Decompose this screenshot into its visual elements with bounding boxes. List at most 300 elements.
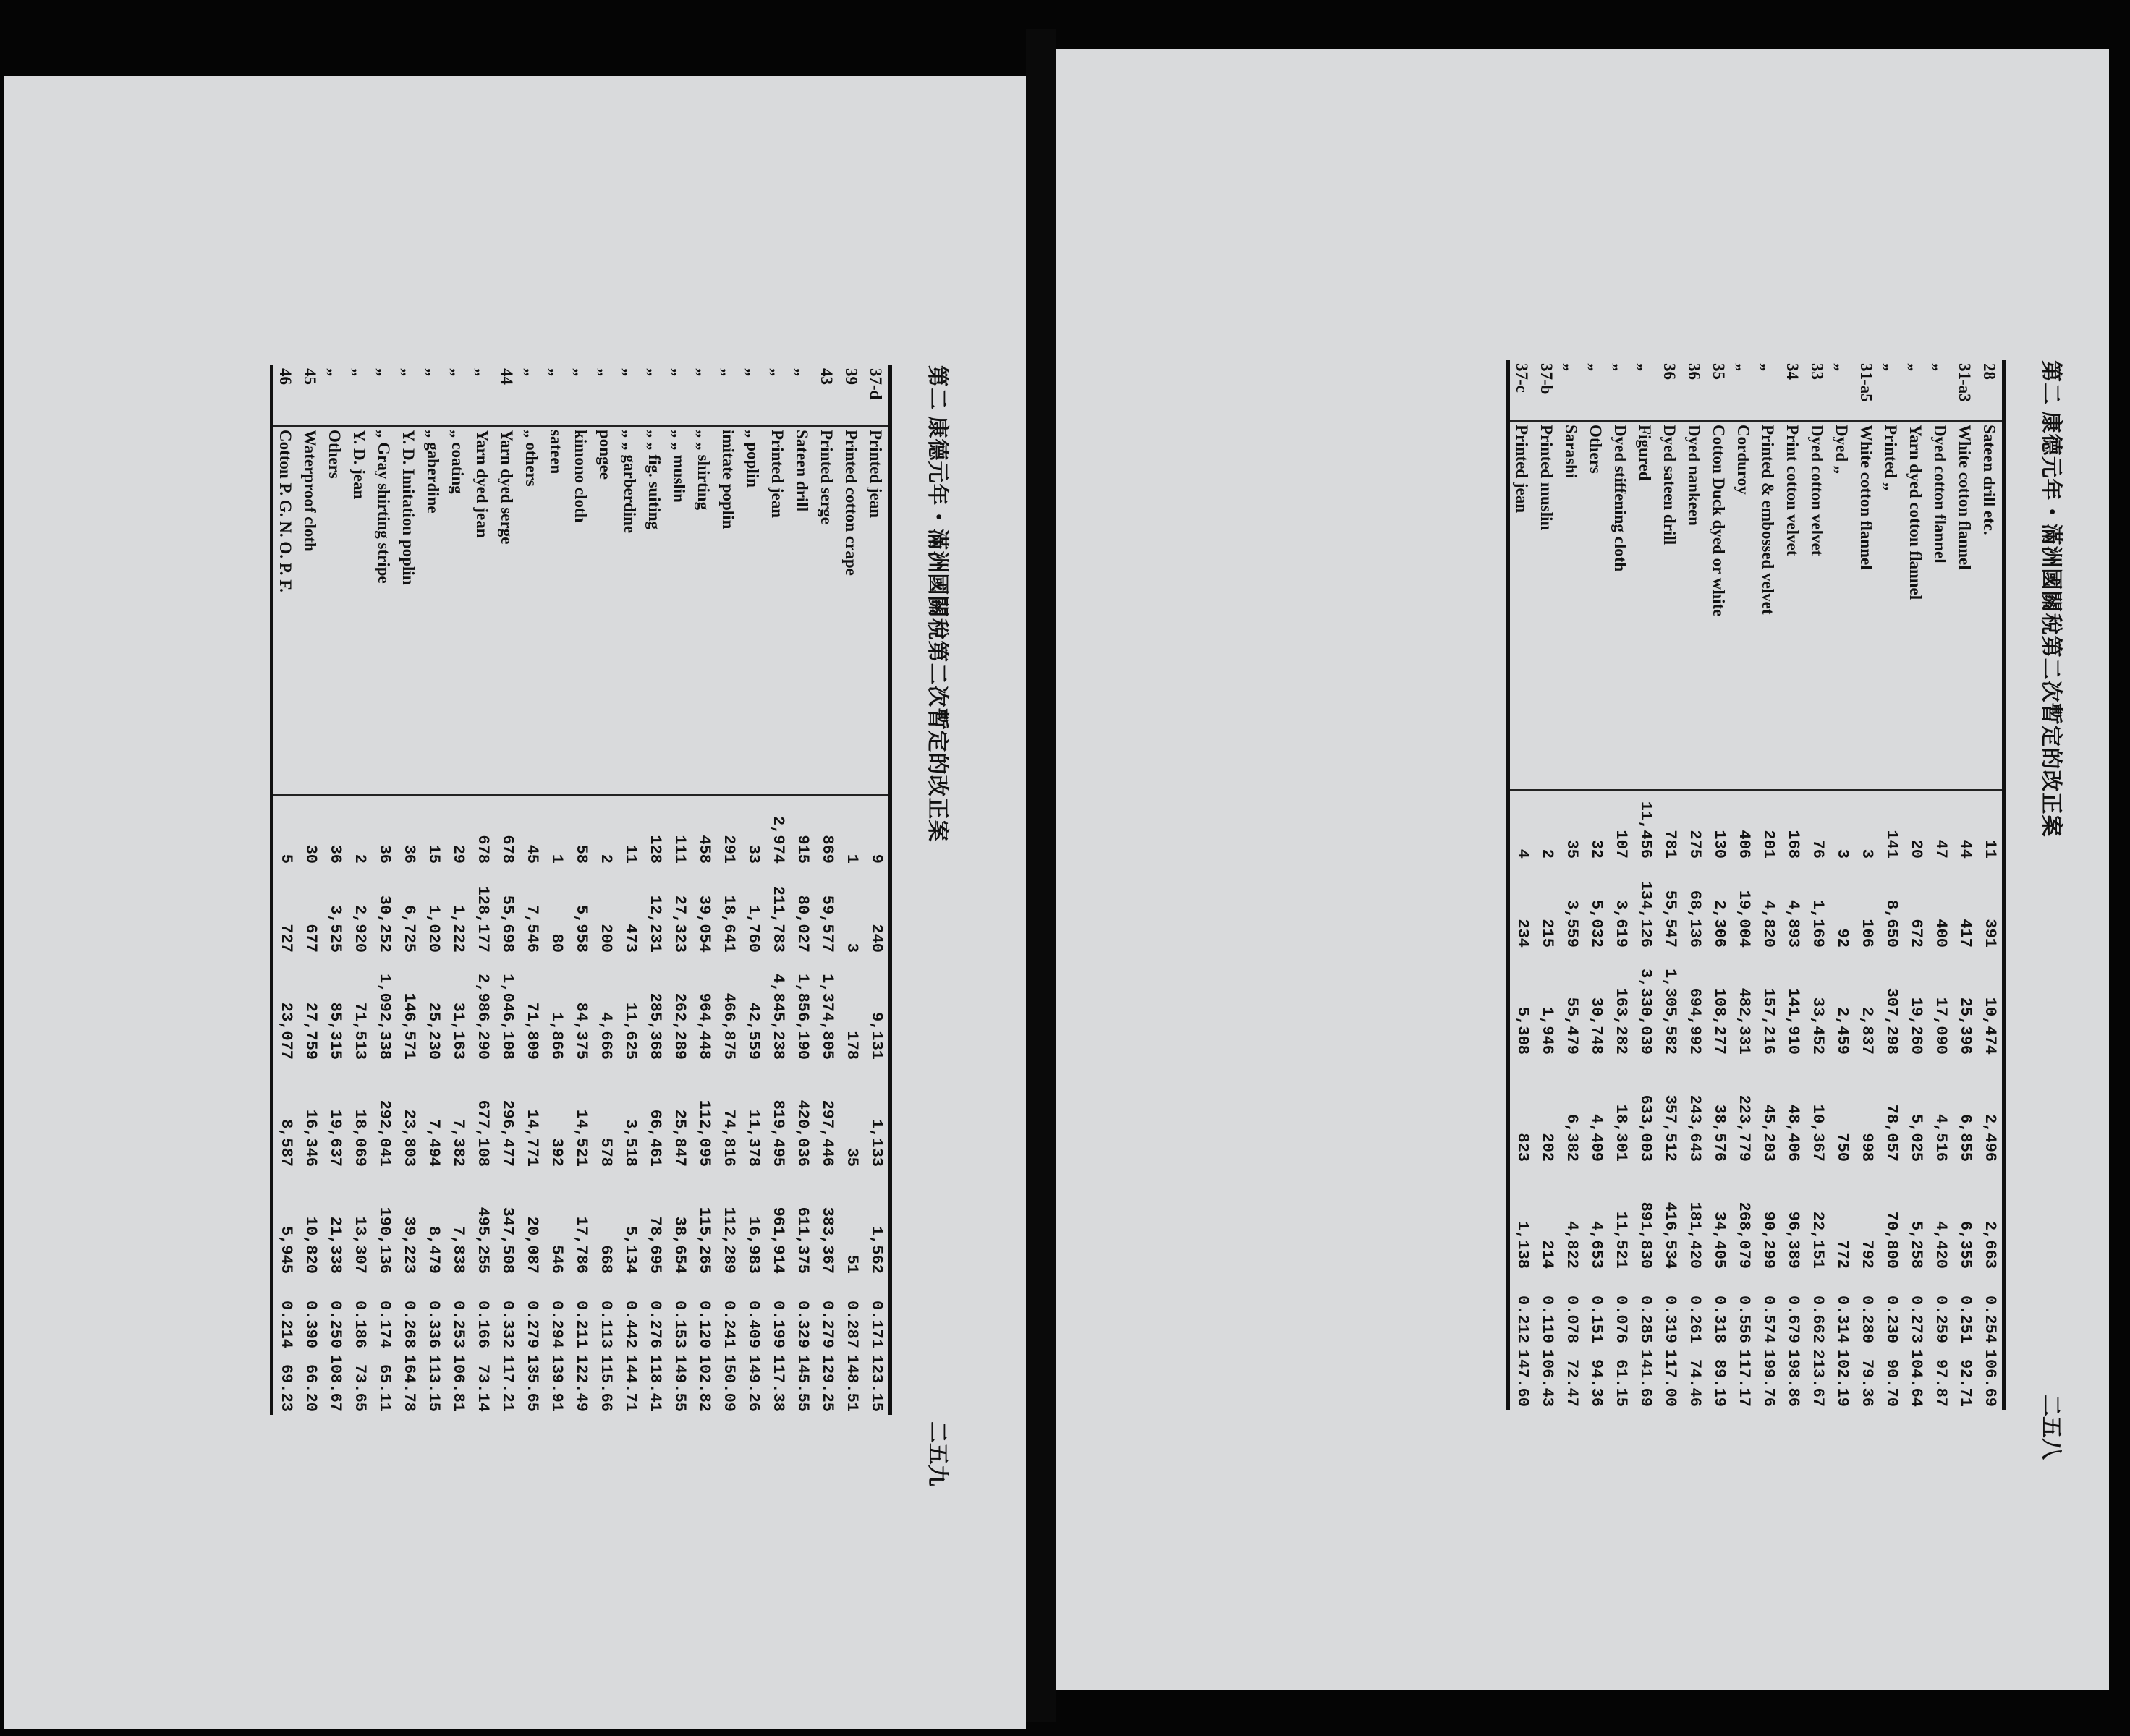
item-description: Dyed cotton velvet (1805, 421, 1830, 790)
item-code: „ (1587, 363, 1605, 372)
value-cell: 19,637 (326, 1109, 344, 1167)
value-cell: 11,521 (1612, 1211, 1630, 1269)
value-cell: 65.11 (375, 1363, 394, 1412)
value-cell: 106.43 (1538, 1349, 1556, 1407)
value-cell: 0.230 (1883, 1295, 1901, 1343)
value-cell: 4,666 (597, 1011, 615, 1060)
item-code: 44 (498, 368, 517, 385)
value-cell: 74,816 (720, 1109, 738, 1167)
value-cell: 4,822 (1563, 1220, 1581, 1269)
table-row (864, 365, 891, 1415)
value-cell: 17,786 (572, 1216, 590, 1274)
item-description: Others (323, 426, 347, 795)
value-cell: 168 (1781, 790, 1805, 861)
value-cell: 234 (1514, 919, 1532, 948)
item-description: Waterproof cloth (298, 426, 323, 795)
value-cell: 2 (593, 795, 618, 867)
table-row (765, 365, 790, 1415)
item-code: 43 (818, 368, 836, 385)
value-cell: 3 (1830, 790, 1854, 861)
value-cell: 3 (1854, 790, 1879, 861)
value-cell: 0.662 (1809, 1295, 1827, 1343)
value-cell: 51 (843, 1254, 861, 1274)
item-description: Printed jean (765, 426, 790, 795)
table-row (741, 365, 765, 1415)
item-code: 39 (842, 368, 861, 385)
value-cell: 190,136 (375, 1207, 394, 1274)
item-description: „ coating (446, 426, 470, 795)
value-cell: 214 (1538, 1240, 1556, 1269)
item-code: „ (670, 368, 689, 377)
item-description: Cotton Duck dyed or white (1707, 421, 1731, 790)
value-cell: 8,587 (277, 1118, 295, 1167)
value-cell: 117.38 (769, 1354, 787, 1412)
value-cell: 97.87 (1932, 1358, 1950, 1407)
value-cell: 0.319 (1661, 1295, 1679, 1343)
value-cell: 0.287 (843, 1300, 861, 1348)
table-row (1854, 360, 1879, 1410)
item-description: sateen (544, 426, 569, 795)
table-row (519, 365, 544, 1415)
value-cell: 115.66 (597, 1354, 615, 1412)
value-cell: 19,260 (1907, 997, 1925, 1055)
value-cell: 200 (597, 924, 615, 953)
value-cell: 9,131 (867, 1011, 886, 1060)
value-cell: 164.78 (400, 1354, 418, 1412)
value-cell: 89.19 (1710, 1358, 1728, 1407)
value-cell: 58 (569, 795, 593, 867)
value-cell: 94.36 (1587, 1358, 1605, 1407)
value-cell: 1,222 (449, 904, 467, 953)
value-cell: 128,177 (474, 885, 492, 953)
table-row (1509, 360, 1535, 1410)
value-cell: 678 (495, 795, 519, 867)
item-description: Printed jean (864, 426, 891, 795)
value-cell: 27,759 (302, 1002, 320, 1060)
value-cell: 117.17 (1735, 1349, 1753, 1407)
value-cell: 546 (548, 1245, 566, 1274)
value-cell: 3,330,039 (1637, 969, 1655, 1055)
value-cell: 961,914 (769, 1207, 787, 1274)
value-cell: 0.171 (867, 1300, 886, 1348)
value-cell: 0.329 (794, 1300, 812, 1348)
value-cell: 135.65 (523, 1354, 541, 1412)
value-cell: 677 (302, 924, 320, 953)
value-cell: 32 (1584, 790, 1608, 861)
value-cell: 1,092,338 (375, 974, 394, 1060)
value-cell: 45,203 (1760, 1104, 1778, 1162)
value-cell: 466,875 (720, 992, 738, 1060)
item-code: „ (768, 368, 787, 377)
value-cell: 80 (548, 933, 566, 953)
value-cell: 285,368 (646, 992, 664, 1060)
value-cell: 823 (1514, 1133, 1532, 1162)
value-cell: 0.241 (720, 1300, 738, 1348)
value-cell: 1,760 (744, 904, 763, 953)
value-cell: 39,054 (695, 895, 713, 953)
value-cell: 2,496 (1981, 1113, 1999, 1162)
item-description: imitate poplin (716, 426, 741, 795)
value-cell: 115,265 (695, 1207, 713, 1274)
value-cell: 18,301 (1612, 1104, 1630, 1162)
value-cell: 6,855 (1956, 1113, 1974, 1162)
table-row (1608, 360, 1633, 1410)
value-cell: 7,382 (449, 1118, 467, 1167)
item-description: „ poplin (741, 426, 765, 795)
value-cell: 141 (1879, 790, 1904, 861)
value-cell: 0.279 (523, 1300, 541, 1348)
value-cell: 145.55 (794, 1354, 812, 1412)
left-page-content (153, 365, 956, 1653)
value-cell: 73.14 (474, 1363, 492, 1412)
item-description: Dyed sateen drill (1658, 421, 1682, 790)
value-cell: 78,057 (1883, 1104, 1901, 1162)
value-cell: 0.251 (1956, 1295, 1974, 1343)
value-cell: 2,459 (1833, 1006, 1851, 1055)
value-cell: 10,820 (302, 1216, 320, 1274)
value-cell: 118.41 (646, 1354, 664, 1412)
value-cell: 1,138 (1514, 1220, 1532, 1269)
value-cell: 0.409 (744, 1300, 763, 1348)
value-cell: 74.46 (1686, 1358, 1704, 1407)
value-cell: 0.318 (1710, 1295, 1728, 1343)
value-cell: 149.55 (671, 1354, 689, 1412)
item-code: „ (1562, 363, 1581, 372)
table-row (495, 365, 519, 1415)
value-cell: 473 (621, 924, 640, 953)
value-cell: 383,367 (818, 1207, 836, 1274)
value-cell: 8,479 (425, 1225, 443, 1274)
table-row (396, 365, 421, 1415)
item-description: Yarn dyed jean (470, 426, 495, 795)
value-cell: 12,231 (646, 895, 664, 953)
table-row (421, 365, 446, 1415)
item-code: 31-a3 (1956, 363, 1974, 402)
value-cell: 347,508 (498, 1207, 517, 1274)
item-code: 36 (1660, 363, 1679, 380)
value-cell: 44 (1953, 790, 1977, 861)
value-cell: 111 (667, 795, 692, 867)
item-description: Printed serge (815, 426, 839, 795)
value-cell: 25,847 (671, 1109, 689, 1167)
value-cell: 240 (867, 924, 886, 953)
value-cell: 147.60 (1514, 1349, 1532, 1407)
table-row (347, 365, 372, 1415)
value-cell: 29 (446, 795, 470, 867)
item-code: 33 (1808, 363, 1827, 380)
value-cell: 36 (372, 795, 396, 867)
value-cell: 141,910 (1784, 987, 1802, 1055)
item-description: „ others (519, 426, 544, 795)
value-cell: 0.390 (302, 1300, 320, 1348)
value-cell: 15 (421, 795, 446, 867)
value-cell: 357,512 (1661, 1094, 1679, 1162)
value-cell: 213.67 (1809, 1349, 1827, 1407)
value-cell: 4,845,238 (769, 974, 787, 1060)
value-cell: 672 (1907, 919, 1925, 948)
value-cell: 0.259 (1932, 1295, 1950, 1343)
value-cell: 11 (618, 795, 642, 867)
item-description: Dyed nankeen (1682, 421, 1707, 790)
value-cell: 163,282 (1612, 987, 1630, 1055)
table-row (790, 365, 815, 1415)
table-row (569, 365, 593, 1415)
value-cell: 68,136 (1686, 890, 1704, 948)
item-description: „ „ garberdine (618, 426, 642, 795)
value-cell: 677,108 (474, 1099, 492, 1167)
value-cell: 400 (1932, 919, 1950, 948)
value-cell: 45 (519, 795, 544, 867)
value-cell: 5,258 (1907, 1220, 1925, 1269)
value-cell: 1,946 (1538, 1006, 1556, 1055)
value-cell: 4,653 (1587, 1220, 1605, 1269)
left-page-number: 二五九 (925, 1421, 949, 1486)
table-row (323, 365, 347, 1415)
item-description: Dyed stiffening cloth (1608, 421, 1633, 790)
item-description: Cotton P. G. N. O. P. F. (272, 426, 299, 795)
table-row (839, 365, 864, 1415)
value-cell: 55,479 (1563, 997, 1581, 1055)
value-cell: 11,625 (621, 1002, 640, 1060)
value-cell: 0.120 (695, 1300, 713, 1348)
right-page (1056, 49, 2109, 1690)
value-cell: 0.110 (1538, 1295, 1556, 1343)
item-code: „ (621, 368, 640, 377)
item-description: Others (1584, 421, 1608, 790)
value-cell: 150.09 (720, 1354, 738, 1412)
item-description: kimono cloth (569, 426, 593, 795)
value-cell: 104.64 (1907, 1349, 1925, 1407)
value-cell: 35 (1559, 790, 1584, 861)
value-cell: 55,698 (498, 895, 517, 953)
item-description: White cotton flannel (1854, 421, 1879, 790)
value-cell: 0.186 (351, 1300, 369, 1348)
item-description: „ „ shirting (692, 426, 716, 795)
item-description: Corduroy (1731, 421, 1756, 790)
value-cell: 0.332 (498, 1300, 517, 1348)
table-row (446, 365, 470, 1415)
value-cell: 578 (597, 1138, 615, 1167)
value-cell: 73.65 (351, 1363, 369, 1412)
value-cell: 268,079 (1735, 1201, 1753, 1269)
item-code: 36 (1685, 363, 1704, 380)
value-cell: 1,046,108 (498, 974, 517, 1060)
value-cell: 141.69 (1637, 1349, 1655, 1407)
table-row (1977, 360, 2004, 1410)
value-cell: 964,448 (695, 992, 713, 1060)
value-cell: 4 (1509, 790, 1535, 861)
value-cell: 0.078 (1563, 1295, 1581, 1343)
value-cell: 5,958 (572, 904, 590, 953)
item-description: „ gaberdine (421, 426, 446, 795)
value-cell: 90,299 (1760, 1211, 1778, 1269)
value-cell: 11 (1977, 790, 2004, 861)
value-cell: 678 (470, 795, 495, 867)
value-cell: 202 (1538, 1133, 1556, 1162)
item-description: Dyed cotton flannel (1928, 421, 1953, 790)
item-code: „ (350, 368, 369, 377)
value-cell: 668 (597, 1245, 615, 1274)
value-cell: 0.273 (1907, 1295, 1925, 1343)
value-cell: 0.254 (1981, 1295, 1999, 1343)
value-cell: 107 (1608, 790, 1633, 861)
value-cell: 14,521 (572, 1109, 590, 1167)
value-cell: 1,866 (548, 1011, 566, 1060)
value-cell: 391 (1981, 919, 1999, 948)
value-cell: 611,375 (794, 1207, 812, 1274)
value-cell: 3,525 (326, 904, 344, 953)
value-cell: 108,277 (1710, 987, 1728, 1055)
value-cell: 80,027 (794, 895, 812, 953)
value-cell: 38,576 (1710, 1104, 1728, 1162)
value-cell: 102.82 (695, 1354, 713, 1412)
table-row (1879, 360, 1904, 1410)
value-cell: 297,446 (818, 1099, 836, 1167)
value-cell: 7,546 (523, 904, 541, 953)
value-cell: 0.285 (1637, 1295, 1655, 1343)
value-cell: 85,315 (326, 1002, 344, 1060)
item-code: 37-c (1513, 363, 1532, 393)
item-description: Printed „ (1879, 421, 1904, 790)
value-cell: 0.294 (548, 1300, 566, 1348)
value-cell: 0.280 (1858, 1295, 1876, 1343)
value-cell: 1,374,805 (818, 974, 836, 1060)
value-cell: 633,003 (1637, 1094, 1655, 1162)
value-cell: 5,134 (621, 1225, 640, 1274)
value-cell: 106.69 (1981, 1349, 1999, 1407)
value-cell: 19,004 (1735, 890, 1753, 948)
value-cell: 21,338 (326, 1216, 344, 1274)
item-description: „ Gray shirting stripe (372, 426, 396, 795)
value-cell: 10,367 (1809, 1104, 1827, 1162)
item-code: „ (399, 368, 418, 377)
value-cell: 3,619 (1612, 899, 1630, 948)
value-cell: 1,856,190 (794, 974, 812, 1060)
table-row (618, 365, 642, 1415)
table-row (692, 365, 716, 1415)
value-cell: 79.36 (1858, 1358, 1876, 1407)
value-cell: 0.113 (597, 1300, 615, 1348)
value-cell: 16,983 (744, 1216, 763, 1274)
right-page-header: 第二 康德元年・滿洲國關稅第二次暫定的改正案 (2039, 360, 2063, 838)
value-cell: 36 (323, 795, 347, 867)
value-cell: 23,077 (277, 1002, 295, 1060)
value-cell: 4,893 (1784, 899, 1802, 948)
value-cell: 33 (741, 795, 765, 867)
value-cell: 61.15 (1612, 1358, 1630, 1407)
value-cell: 106 (1858, 919, 1876, 948)
value-cell: 14,771 (523, 1109, 541, 1167)
table-row (1904, 360, 1928, 1410)
value-cell: 122.49 (572, 1354, 590, 1412)
item-code: „ (793, 368, 812, 377)
item-code: „ (547, 368, 566, 377)
item-description: Yarn dyed cotton flannel (1904, 421, 1928, 790)
value-cell: 211,783 (769, 885, 787, 953)
value-cell: 72.47 (1563, 1358, 1581, 1407)
value-cell: 0.556 (1735, 1295, 1753, 1343)
value-cell: 96,389 (1784, 1211, 1802, 1269)
value-cell: 78,695 (646, 1216, 664, 1274)
value-cell: 16,346 (302, 1109, 320, 1167)
value-cell: 71,809 (523, 1002, 541, 1060)
table-row (1953, 360, 1977, 1410)
value-cell: 772 (1833, 1240, 1851, 1269)
item-description: pongee (593, 426, 618, 795)
value-cell: 406 (1731, 790, 1756, 861)
value-cell: 1,133 (867, 1118, 886, 1167)
value-cell: 199.76 (1760, 1349, 1778, 1407)
value-cell: 157,216 (1760, 987, 1778, 1055)
item-code: 37-d (867, 368, 886, 400)
value-cell: 139.91 (548, 1354, 566, 1412)
value-cell: 420,036 (794, 1099, 812, 1167)
item-description: „ „ fig. suiting (642, 426, 667, 795)
table-row (1682, 360, 1707, 1410)
value-cell: 90.70 (1883, 1358, 1901, 1407)
item-description: Sateen drill (790, 426, 815, 795)
item-code: „ (719, 368, 738, 377)
value-cell: 4,409 (1587, 1113, 1605, 1162)
value-cell: 3,518 (621, 1118, 640, 1167)
value-cell: 84,375 (572, 1002, 590, 1060)
value-cell: 39,223 (400, 1216, 418, 1274)
value-cell: 5,945 (277, 1225, 295, 1274)
item-code: „ (375, 368, 394, 377)
table-row (667, 365, 692, 1415)
value-cell: 2,920 (351, 904, 369, 953)
item-description: Printed & embossed velvet (1756, 421, 1781, 790)
value-cell: 275 (1682, 790, 1707, 861)
value-cell: 38,654 (671, 1216, 689, 1274)
item-description: Figured (1633, 421, 1658, 790)
value-cell: 144.71 (621, 1354, 640, 1412)
item-code: „ (1734, 363, 1753, 372)
value-cell: 149.26 (744, 1354, 763, 1412)
value-cell: 5,025 (1907, 1113, 1925, 1162)
value-cell: 30,748 (1587, 997, 1605, 1055)
value-cell: 92.71 (1956, 1358, 1974, 1407)
value-cell: 33,452 (1809, 997, 1827, 1055)
table-row (1584, 360, 1608, 1410)
value-cell: 4,820 (1760, 899, 1778, 948)
table-row (1756, 360, 1781, 1410)
value-cell: 18,069 (351, 1109, 369, 1167)
item-description: Yarn dyed serge (495, 426, 519, 795)
value-cell: 0.574 (1760, 1295, 1778, 1343)
value-cell: 1,169 (1809, 899, 1827, 948)
value-cell: 5,032 (1587, 899, 1605, 948)
value-cell: 66,461 (646, 1109, 664, 1167)
value-cell: 458 (692, 795, 716, 867)
value-cell: 0.199 (769, 1300, 787, 1348)
value-cell: 20 (1904, 790, 1928, 861)
item-code: „ (1636, 363, 1655, 372)
value-cell: 6,382 (1563, 1113, 1581, 1162)
item-code: 35 (1710, 363, 1728, 380)
value-cell: 10,474 (1981, 997, 1999, 1055)
value-cell: 5,308 (1514, 1006, 1532, 1055)
value-cell: 482,331 (1735, 987, 1753, 1055)
table-row (1781, 360, 1805, 1410)
item-description: White cotton flannel (1953, 421, 1977, 790)
item-code: „ (1833, 363, 1851, 372)
value-cell: 106.81 (449, 1354, 467, 1412)
left-page (4, 76, 1026, 1729)
value-cell: 55,547 (1661, 890, 1679, 948)
value-cell: 59,577 (818, 895, 836, 953)
table-row (298, 365, 323, 1415)
